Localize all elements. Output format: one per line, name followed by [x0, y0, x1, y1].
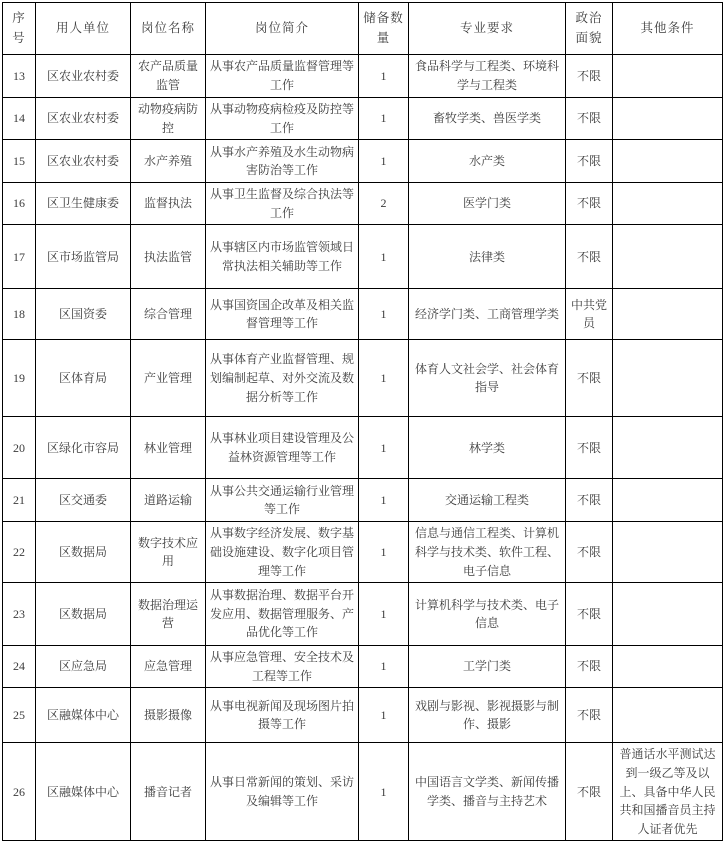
- cell-position-description: 从事电视新闻及现场图片拍摄等工作: [206, 688, 359, 743]
- col-header-position-name: 岗位名称: [131, 3, 206, 55]
- cell-serial-number: 26: [3, 743, 36, 841]
- cell-employing-unit: 区数据局: [36, 522, 131, 583]
- table-row: [3, 417, 723, 479]
- cell-major-requirements: 水产类: [409, 140, 566, 183]
- cell-major-requirements: 法律类: [409, 225, 566, 289]
- cell-political-status: 不限: [566, 140, 613, 183]
- cell-major-requirements: 医学门类: [409, 183, 566, 225]
- cell-other-conditions: [613, 98, 723, 140]
- cell-other-conditions: 普通话水平测试达到一级乙等及以上、具备中华人民共和国播音员主持人证者优先: [613, 743, 723, 841]
- cell-major-requirements: 林学类: [409, 417, 566, 479]
- col-header-political-status: 政治面貌: [566, 3, 613, 55]
- cell-reserve-quantity: 1: [359, 417, 409, 479]
- cell-major-requirements: 计算机科学与技术类、电子信息: [409, 583, 566, 646]
- cell-reserve-quantity: 1: [359, 98, 409, 140]
- cell-position-name: 动物疫病防控: [131, 98, 206, 140]
- job-positions-table: [2, 2, 723, 841]
- cell-employing-unit: 区数据局: [36, 583, 131, 646]
- cell-serial-number: 22: [3, 522, 36, 583]
- cell-other-conditions: [613, 340, 723, 417]
- cell-political-status: 不限: [566, 225, 613, 289]
- cell-other-conditions: [613, 417, 723, 479]
- col-header-reserve-quantity: 储备数量: [359, 3, 409, 55]
- cell-serial-number: 14: [3, 98, 36, 140]
- table-row: [3, 743, 723, 841]
- cell-other-conditions: [613, 688, 723, 743]
- cell-major-requirements: 信息与通信工程类、计算机科学与技术类、软件工程、电子信息: [409, 522, 566, 583]
- cell-employing-unit: 区应急局: [36, 646, 131, 688]
- cell-major-requirements: 中国语言文学类、新闻传播学类、播音与主持艺术: [409, 743, 566, 841]
- cell-position-description: 从事辖区内市场监管领域日常执法相关辅助等工作: [206, 225, 359, 289]
- col-header-position-description: 岗位简介: [206, 3, 359, 55]
- cell-position-description: 从事林业项目建设管理及公益林资源管理等工作: [206, 417, 359, 479]
- cell-other-conditions: [613, 55, 723, 98]
- cell-major-requirements: 经济学门类、工商管理学类: [409, 289, 566, 340]
- cell-employing-unit: 区融媒体中心: [36, 688, 131, 743]
- table-row: [3, 140, 723, 183]
- cell-other-conditions: [613, 583, 723, 646]
- table-row: [3, 688, 723, 743]
- col-header-serial-number: 序号: [3, 3, 36, 55]
- cell-serial-number: 17: [3, 225, 36, 289]
- cell-other-conditions: [613, 479, 723, 522]
- table-row: [3, 98, 723, 140]
- cell-position-description: 从事应急管理、安全技术及工程等工作: [206, 646, 359, 688]
- cell-political-status: 不限: [566, 55, 613, 98]
- header-row: [3, 3, 723, 55]
- cell-other-conditions: [613, 646, 723, 688]
- col-header-major-requirements: 专业要求: [409, 3, 566, 55]
- cell-other-conditions: [613, 225, 723, 289]
- cell-employing-unit: 区卫生健康委: [36, 183, 131, 225]
- cell-reserve-quantity: 1: [359, 646, 409, 688]
- cell-position-name: 林业管理: [131, 417, 206, 479]
- table-row: [3, 646, 723, 688]
- cell-serial-number: 23: [3, 583, 36, 646]
- cell-political-status: 不限: [566, 646, 613, 688]
- cell-other-conditions: [613, 522, 723, 583]
- cell-position-name: 水产养殖: [131, 140, 206, 183]
- cell-serial-number: 16: [3, 183, 36, 225]
- cell-position-description: 从事水产养殖及水生动物病害防治等工作: [206, 140, 359, 183]
- cell-position-description: 从事动物疫病检疫及防控等工作: [206, 98, 359, 140]
- cell-serial-number: 21: [3, 479, 36, 522]
- cell-political-status: 不限: [566, 479, 613, 522]
- cell-political-status: 不限: [566, 340, 613, 417]
- cell-political-status: 不限: [566, 583, 613, 646]
- cell-serial-number: 25: [3, 688, 36, 743]
- table-row: [3, 479, 723, 522]
- table-header: [3, 3, 723, 55]
- cell-serial-number: 20: [3, 417, 36, 479]
- cell-position-name: 农产品质量监管: [131, 55, 206, 98]
- cell-reserve-quantity: 1: [359, 522, 409, 583]
- cell-serial-number: 15: [3, 140, 36, 183]
- cell-position-name: 综合管理: [131, 289, 206, 340]
- cell-position-name: 执法监管: [131, 225, 206, 289]
- cell-employing-unit: 区市场监管局: [36, 225, 131, 289]
- cell-political-status: 不限: [566, 522, 613, 583]
- cell-other-conditions: [613, 289, 723, 340]
- table-body: [3, 55, 723, 841]
- cell-reserve-quantity: 1: [359, 225, 409, 289]
- cell-position-name: 数据治理运营: [131, 583, 206, 646]
- cell-position-description: 从事国资国企改革及相关监督管理等工作: [206, 289, 359, 340]
- cell-position-name: 产业管理: [131, 340, 206, 417]
- cell-reserve-quantity: 1: [359, 55, 409, 98]
- cell-position-description: 从事数字经济发展、数字基础设施建设、数字化项目管理等工作: [206, 522, 359, 583]
- cell-major-requirements: 交通运输工程类: [409, 479, 566, 522]
- cell-serial-number: 24: [3, 646, 36, 688]
- cell-position-description: 从事农产品质量监督管理等工作: [206, 55, 359, 98]
- cell-reserve-quantity: 1: [359, 289, 409, 340]
- cell-major-requirements: 食品科学与工程类、环境科学与工程类: [409, 55, 566, 98]
- table-row: [3, 55, 723, 98]
- cell-serial-number: 18: [3, 289, 36, 340]
- table-row: [3, 583, 723, 646]
- table-row: [3, 183, 723, 225]
- cell-political-status: 不限: [566, 183, 613, 225]
- cell-political-status: 中共党员: [566, 289, 613, 340]
- cell-position-name: 道路运输: [131, 479, 206, 522]
- cell-position-name: 监督执法: [131, 183, 206, 225]
- cell-position-name: 播音记者: [131, 743, 206, 841]
- cell-reserve-quantity: 1: [359, 140, 409, 183]
- cell-serial-number: 13: [3, 55, 36, 98]
- cell-political-status: 不限: [566, 743, 613, 841]
- cell-reserve-quantity: 2: [359, 183, 409, 225]
- col-header-employing-unit: 用人单位: [36, 3, 131, 55]
- table-row: [3, 340, 723, 417]
- cell-employing-unit: 区融媒体中心: [36, 743, 131, 841]
- cell-reserve-quantity: 1: [359, 340, 409, 417]
- cell-political-status: 不限: [566, 688, 613, 743]
- cell-reserve-quantity: 1: [359, 743, 409, 841]
- cell-reserve-quantity: 1: [359, 688, 409, 743]
- cell-employing-unit: 区交通委: [36, 479, 131, 522]
- table-row: [3, 225, 723, 289]
- cell-employing-unit: 区体育局: [36, 340, 131, 417]
- cell-reserve-quantity: 1: [359, 583, 409, 646]
- cell-serial-number: 19: [3, 340, 36, 417]
- cell-employing-unit: 区农业农村委: [36, 55, 131, 98]
- cell-employing-unit: 区国资委: [36, 289, 131, 340]
- table-row: [3, 289, 723, 340]
- cell-position-description: 从事公共交通运输行业管理等工作: [206, 479, 359, 522]
- cell-position-description: 从事日常新闻的策划、采访及编辑等工作: [206, 743, 359, 841]
- cell-employing-unit: 区农业农村委: [36, 140, 131, 183]
- cell-political-status: 不限: [566, 98, 613, 140]
- cell-position-description: 从事体育产业监督管理、规划编制起草、对外交流及数据分析等工作: [206, 340, 359, 417]
- cell-major-requirements: 畜牧学类、兽医学类: [409, 98, 566, 140]
- cell-position-description: 从事卫生监督及综合执法等工作: [206, 183, 359, 225]
- col-header-other-conditions: 其他条件: [613, 3, 723, 55]
- cell-other-conditions: [613, 183, 723, 225]
- cell-other-conditions: [613, 140, 723, 183]
- cell-employing-unit: 区绿化市容局: [36, 417, 131, 479]
- cell-reserve-quantity: 1: [359, 479, 409, 522]
- cell-employing-unit: 区农业农村委: [36, 98, 131, 140]
- cell-position-name: 摄影摄像: [131, 688, 206, 743]
- cell-political-status: 不限: [566, 417, 613, 479]
- cell-major-requirements: 戏剧与影视、影视摄影与制作、摄影: [409, 688, 566, 743]
- cell-major-requirements: 工学门类: [409, 646, 566, 688]
- cell-major-requirements: 体育人文社会学、社会体育指导: [409, 340, 566, 417]
- cell-position-description: 从事数据治理、数据平台开发应用、数据管理服务、产品优化等工作: [206, 583, 359, 646]
- table-row: [3, 522, 723, 583]
- cell-position-name: 数字技术应用: [131, 522, 206, 583]
- cell-position-name: 应急管理: [131, 646, 206, 688]
